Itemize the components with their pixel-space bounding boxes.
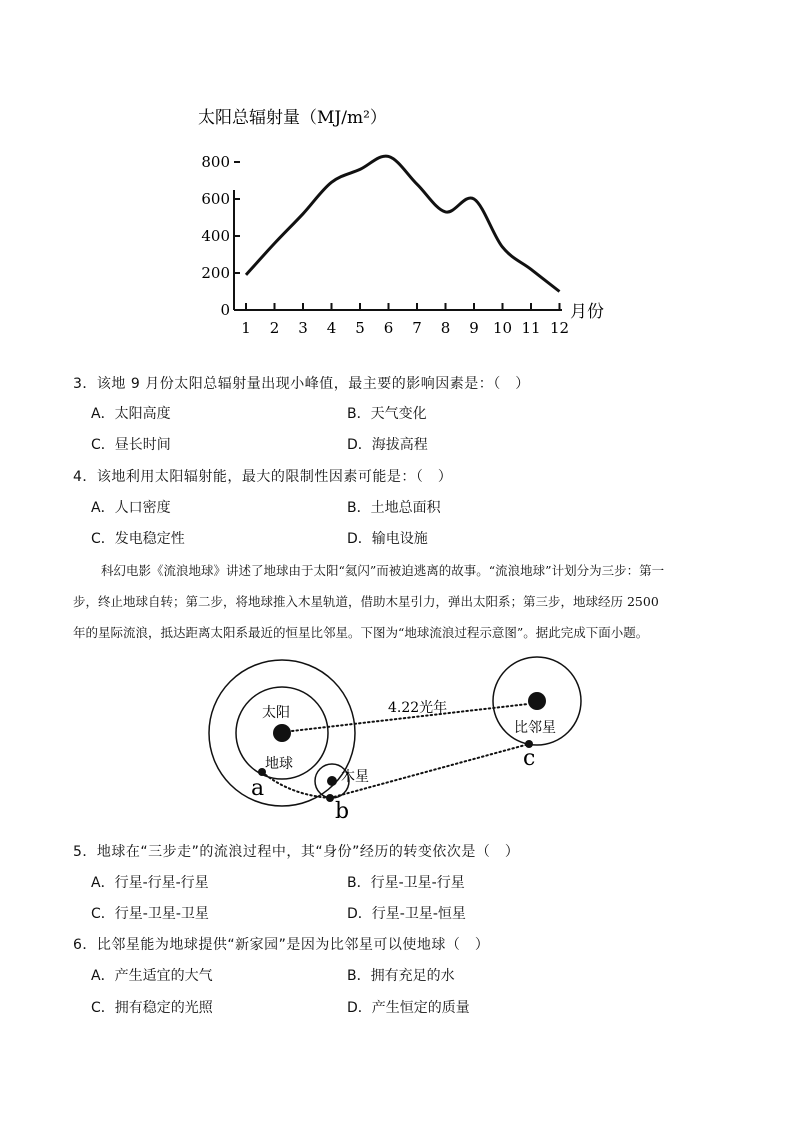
chart-series-line xyxy=(246,156,560,291)
question-5-option-b: B．行星-卫星-行星 xyxy=(347,875,465,891)
question-5-option-a: A．行星-行星-行星 xyxy=(91,875,209,891)
question-4-option-c: C．发电稳定性 xyxy=(91,531,185,547)
sun-label: 太阳 xyxy=(262,705,290,721)
chart-x-tick-label: 7 xyxy=(412,319,422,337)
proxima-label: 比邻星 xyxy=(514,720,556,736)
question-6-option-d: D．产生恒定的质量 xyxy=(347,1000,470,1016)
question-4-option-d: D．输电设施 xyxy=(347,531,428,547)
chart-x-tick-label: 12 xyxy=(549,319,570,337)
passage-line-1: 科幻电影《流浪地球》讲述了地球由于太阳“氦闪”而被迫逃离的故事。“流浪地球”计划分为三步：第一 xyxy=(101,563,665,578)
passage-line-3: 年的星际流浪，抵达距离太阳系最近的恒星比邻星。下图为“地球流浪过程示意图”。据此完成下面小题。 xyxy=(73,625,649,640)
question-5-option-d: D．行星-卫星-恒星 xyxy=(347,906,466,922)
question-3-stem: 3．该地 9 月份太阳总辐射量出现小峰值，最主要的影响因素是：（ ） xyxy=(73,376,530,392)
question-3-option-b: B．天气变化 xyxy=(347,406,427,422)
chart-x-ticks xyxy=(241,303,569,337)
point-a-label: a xyxy=(251,776,265,801)
question-3-option-a: A．太阳高度 xyxy=(91,406,171,422)
chart-y-tick-label: 0 xyxy=(220,301,230,319)
earth-path-a-to-b xyxy=(262,772,330,798)
jupiter-label: 木星 xyxy=(341,769,369,785)
chart-x-tick-label: 8 xyxy=(440,319,451,337)
chart-axes xyxy=(234,190,562,310)
chart-y-tick-label: 400 xyxy=(201,227,230,245)
proxima-dot xyxy=(528,692,546,710)
chart-x-tick-label: 9 xyxy=(469,319,479,337)
sun-dot xyxy=(273,724,291,742)
chart-y-tick-label: 800 xyxy=(201,153,230,171)
chart-y-tick-label: 600 xyxy=(201,190,230,208)
jupiter-dot xyxy=(327,776,337,786)
chart-x-tick-label: 3 xyxy=(298,319,308,337)
solar-radiation-chart xyxy=(0,0,794,350)
chart-x-tick-label: 1 xyxy=(241,319,251,337)
chart-y-tick-label: 200 xyxy=(201,264,230,282)
question-4-stem: 4．该地利用太阳辐射能，最大的限制性因素可能是：（ ） xyxy=(73,469,453,485)
chart-x-tick-label: 11 xyxy=(521,319,541,337)
question-6-stem: 6．比邻星能为地球提供“新家园”是因为比邻星可以使地球（ ） xyxy=(73,937,490,953)
chart-x-tick-label: 4 xyxy=(326,319,337,337)
earth-label: 地球 xyxy=(265,756,293,772)
question-5-option-c: C．行星-卫星-卫星 xyxy=(91,906,209,922)
chart-x-tick-label: 6 xyxy=(383,319,394,337)
chart-xlabel: 月份 xyxy=(570,302,604,322)
passage-line-2: 步，终止地球自转；第二步，将地球推入木星轨道，借助木星引力，弹出太阳系；第三步，地球经历 2500 xyxy=(73,594,659,609)
chart-x-tick-label: 2 xyxy=(269,319,280,337)
distance-label: 4.22光年 xyxy=(388,700,448,716)
point-b-dot xyxy=(326,794,334,802)
chart-x-tick-label: 10 xyxy=(492,319,513,337)
wandering-earth-diagram xyxy=(0,650,794,830)
question-6-option-c: C．拥有稳定的光照 xyxy=(91,1000,213,1016)
question-3-option-d: D．海拔高程 xyxy=(347,437,428,453)
point-b-label: b xyxy=(335,799,350,824)
question-5-stem: 5．地球在“三步走”的流浪过程中，其“身份”经历的转变依次是（ ） xyxy=(73,844,520,860)
chart-x-tick-label: 5 xyxy=(355,319,365,337)
chart-ylabel: 太阳总辐射量（MJ/m²） xyxy=(198,108,387,128)
question-6-option-b: B．拥有充足的水 xyxy=(347,968,455,984)
question-3-option-c: C．昼长时间 xyxy=(91,437,171,453)
question-6-option-a: A．产生适宜的大气 xyxy=(91,968,213,984)
question-4-option-b: B．土地总面积 xyxy=(347,500,441,516)
question-4-option-a: A．人口密度 xyxy=(91,500,171,516)
point-c-label: c xyxy=(523,746,536,771)
